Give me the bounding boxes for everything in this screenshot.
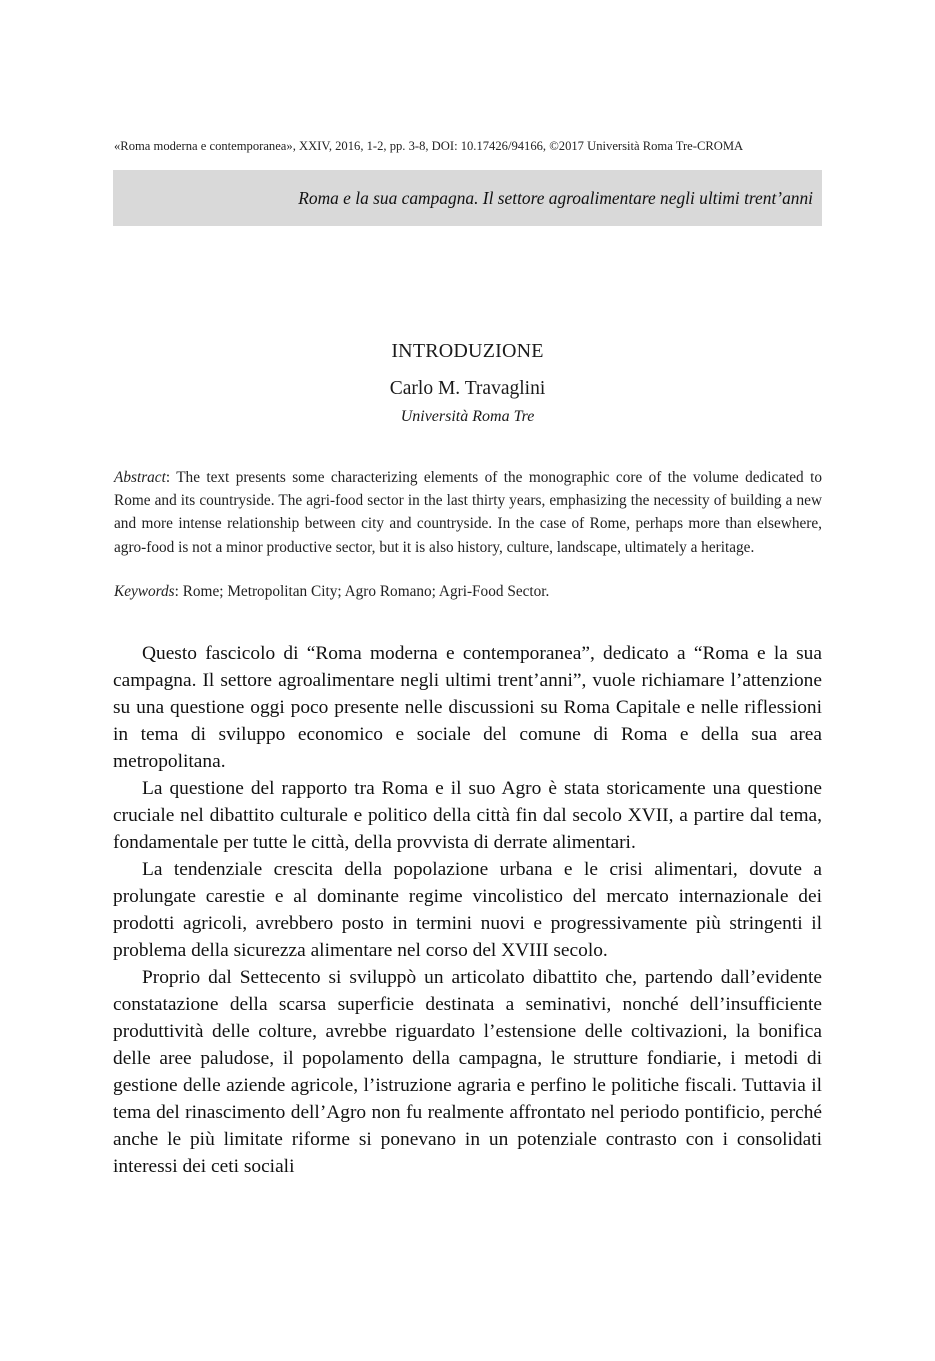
abstract-text: : The text presents some characterizing elements of the monographic core of the volume dedicated to Rome and its countryside. The agri-food sector in the last thirty years, emphasizing the necessity of building a new and more intense relationship between city and countryside. In the case of Rome, perhaps more than elsewhere, agro-food is not a minor productive sector, but it is also history, culture, landscape, ultimately a heritage. — [114, 469, 822, 556]
keywords-text: : Rome; Metropolitan City; Agro Romano; Agri-Food Sector. — [174, 583, 550, 600]
abstract — [114, 466, 822, 559]
author-name: Carlo M. Travaglini — [389, 378, 546, 399]
keywords — [114, 580, 822, 603]
body-paragraph: Questo fascicolo di “Roma moderna e contemporanea”, dedicato a “Roma e la sua campagna. Il settore agroalimentare negli ultimi trent’anni”, vuole richiamare l’attenzione su una questione oggi poco presente nelle discussioni su Roma Capitale e nelle riflessioni in tema di sviluppo economico e sociale del comune di Roma e della sua area metropolitana. — [113, 643, 822, 772]
keywords-label: Keywords — [114, 583, 175, 600]
body-paragraph: La tendenziale crescita della popolazione urbana e le crisi alimentari, dovute a prolungate carestie e al dominante regime vincolistico del mercato internazionale dei prodotti agricoli, avrebbero posto in termini nuovi e progressivamente più stringenti il problema della sicurezza alimentare nel corso del XVIII secolo. — [113, 859, 822, 961]
abstract-label: Abstract — [114, 469, 166, 486]
journal-citation: «Roma moderna e contemporanea», XXIV, 2016, 1-2, pp. 3-8, DOI: 10.17426/94166, ©2017 Università Roma Tre-CROMA — [114, 139, 744, 153]
section-title: Roma e la sua campagna. Il settore agroalimentare negli ultimi trent’anni — [298, 188, 813, 208]
body-paragraph: Proprio dal Settecento si sviluppò un articolato dibattito che, partendo dall’evidente constatazione della scarsa superficie destinata a seminativi, nonché dell’insufficiente produttività delle colture, avrebbe riguardato l’estensione delle coltivazioni, la bonifica delle aree paludose, il popolamento della campagna, le strutture fondiarie, i metodi di gestione delle aziende agricole, l’istruzione agraria e perfino le politiche fiscali. Tuttavia il tema del rinascimento dell’Agro non fu realmente affrontato nel periodo pontificio, perché anche le più limitate riforme si ponevano in un potenziale contrasto con i consolidati interessi dei ceti sociali — [113, 967, 822, 1177]
body-paragraph: La questione del rapporto tra Roma e il suo Agro è stata storicamente una questione cruciale nel dibattito culturale e politico della città fin dal secolo XVII, a partire dal tema, fondamentale per tutte le città, della provvista di derrate alimentari. — [113, 778, 822, 853]
author-affiliation: Università Roma Tre — [400, 408, 535, 425]
section-header-band — [113, 170, 822, 226]
article-title: INTRODUZIONE — [391, 340, 544, 362]
body-text — [113, 640, 822, 1180]
